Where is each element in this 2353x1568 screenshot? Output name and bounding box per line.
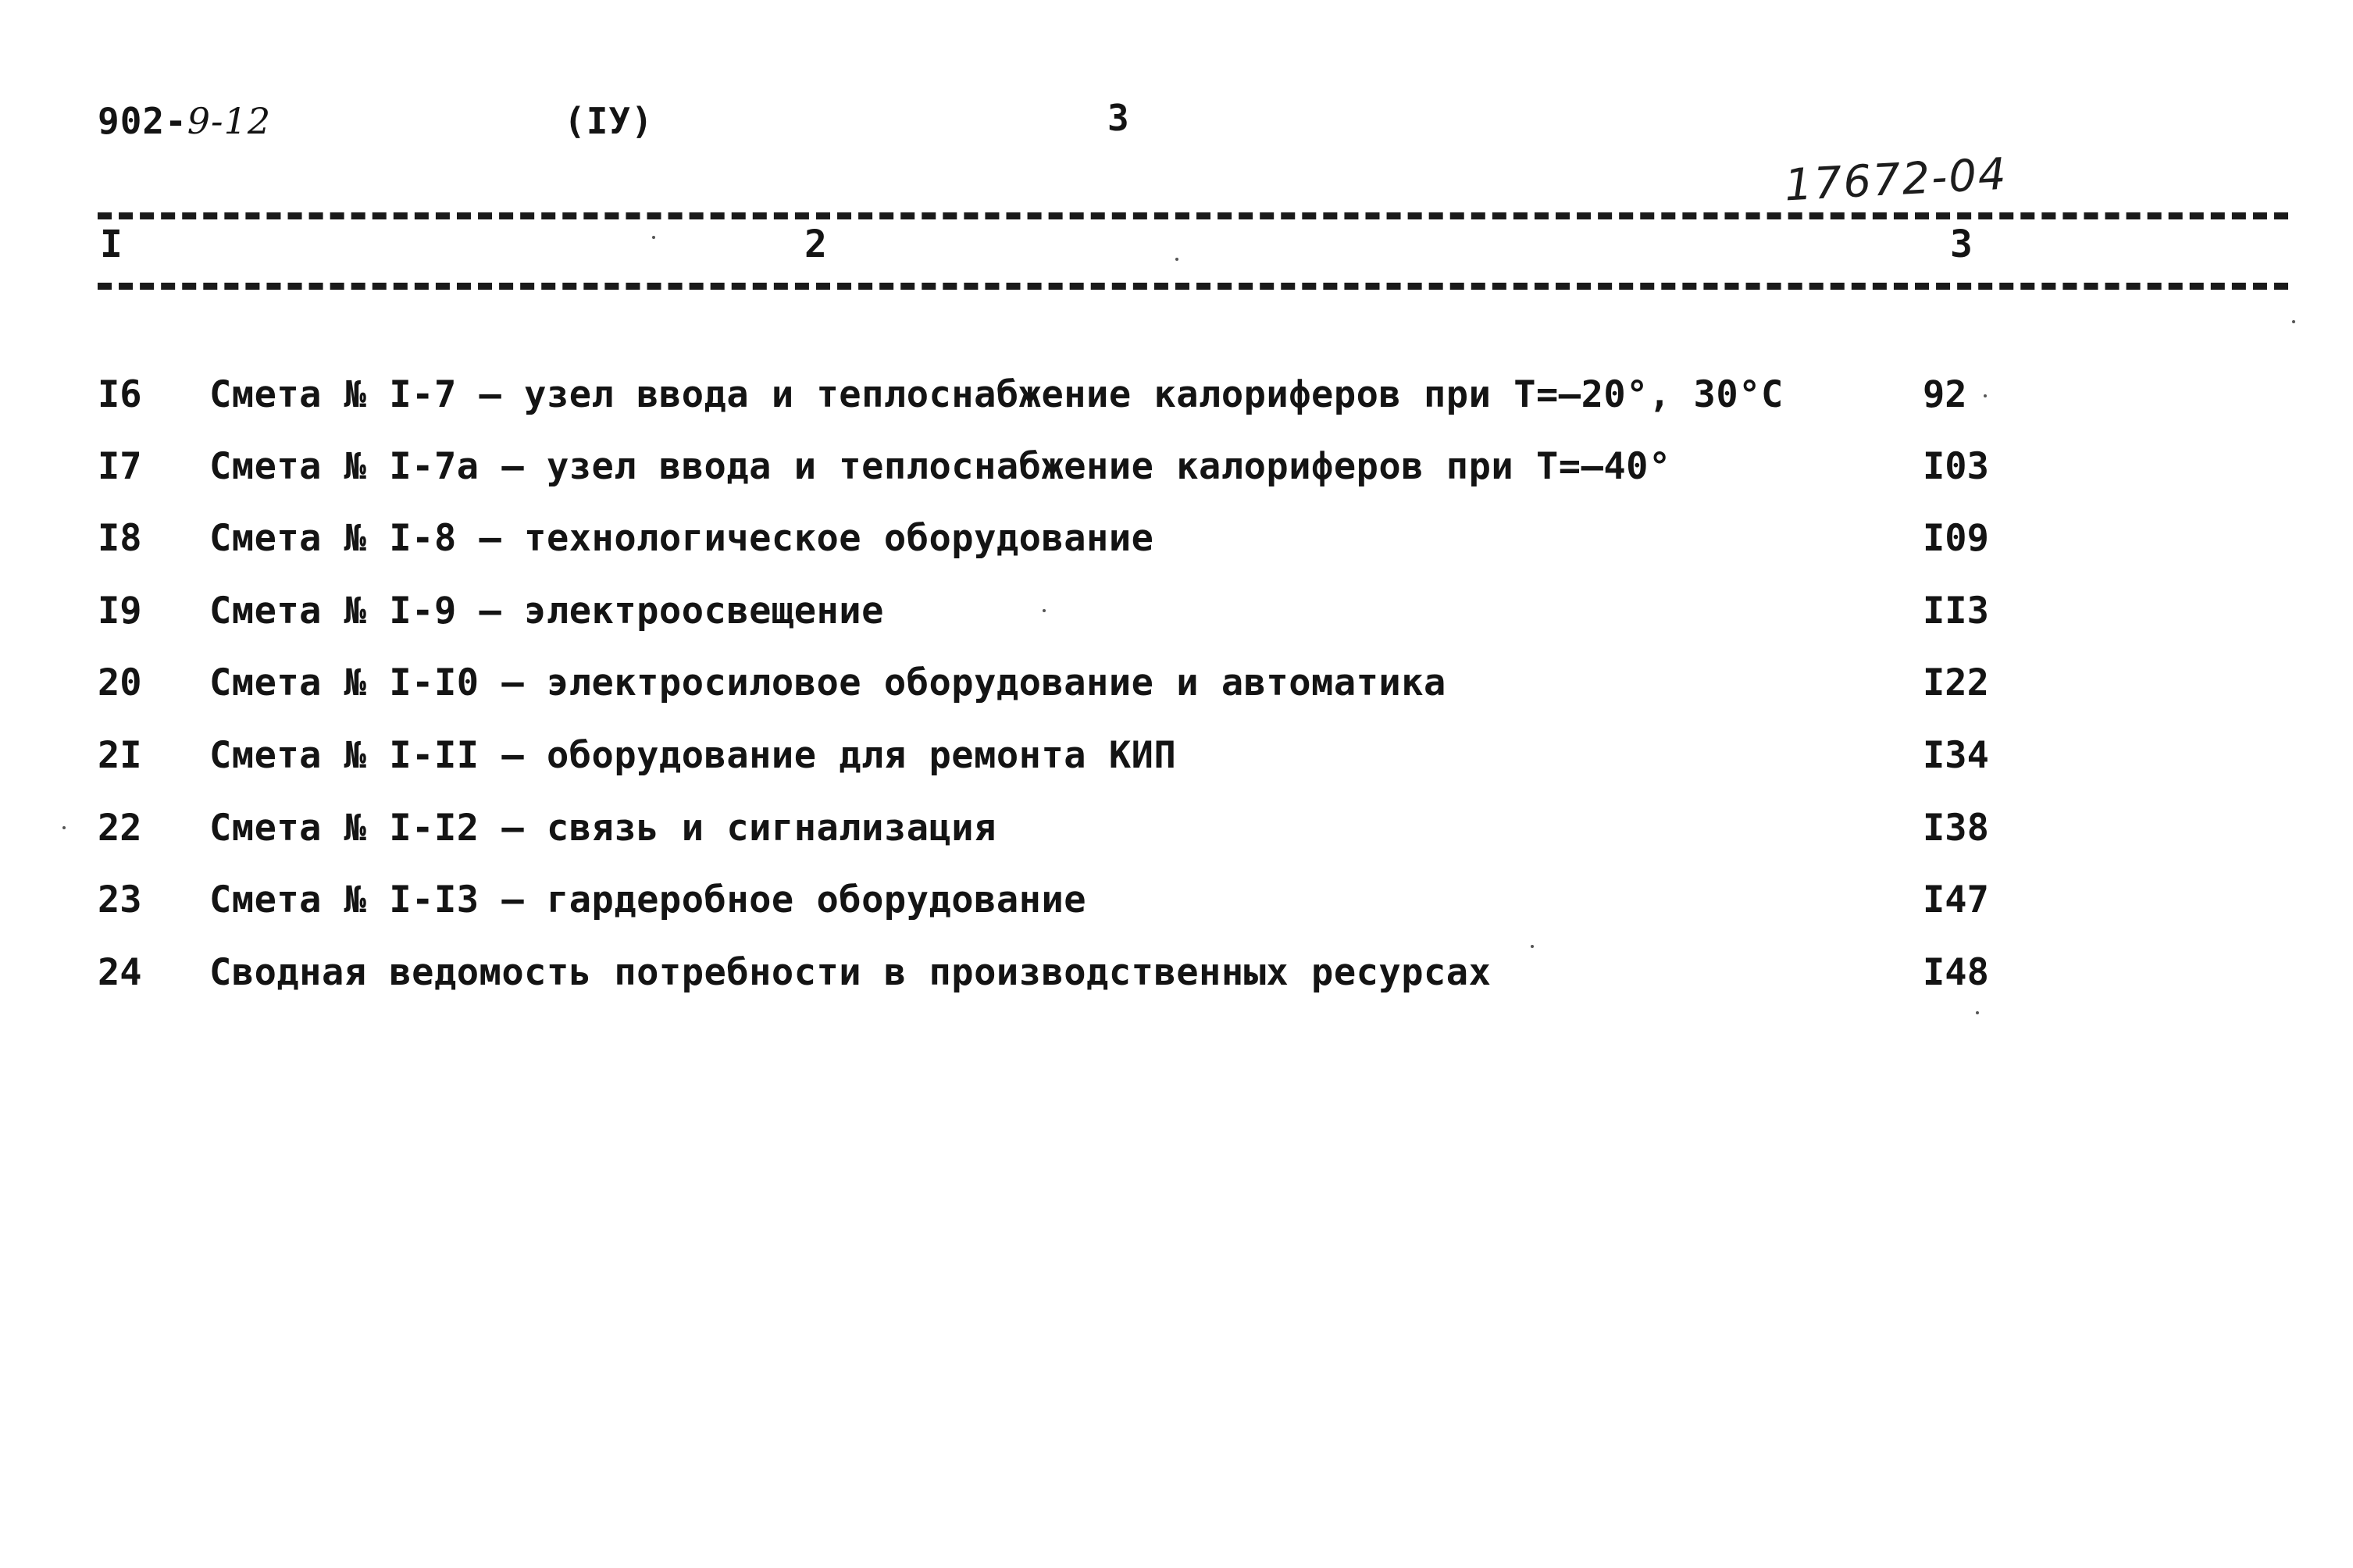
list-item (0, 445, 2353, 515)
list-item (0, 517, 2353, 587)
scan-speck (2292, 320, 2295, 323)
top-dashed-rule (98, 212, 2288, 219)
row-description: Смета № I-7а – узел ввода и теплоснабжение калориферов при Т=–40° (209, 445, 1671, 488)
document-code-handwritten: 9-12 (187, 100, 272, 142)
row-description: Смета № I-8 – технологическое оборудование (209, 517, 1154, 560)
row-number: 22 (98, 807, 142, 850)
row-description: Сводная ведомость потребности в производственных ресурсах (209, 951, 1492, 994)
row-number: 23 (98, 878, 142, 921)
page-number: 3 (1107, 97, 1130, 139)
row-page: I47 (1923, 878, 1989, 921)
scan-speck (62, 826, 66, 829)
list-item (0, 807, 2353, 877)
row-page: I22 (1923, 661, 1989, 704)
scan-speck (1531, 945, 1534, 948)
row-page: I48 (1923, 951, 1989, 994)
row-number: I8 (98, 517, 142, 560)
list-item (0, 590, 2353, 660)
row-page: II3 (1923, 590, 1989, 633)
scan-speck (1175, 258, 1178, 261)
row-number: 24 (98, 951, 142, 994)
row-number: 2I (98, 734, 142, 777)
list-item (0, 878, 2353, 949)
row-number: 20 (98, 661, 142, 704)
column-header-3: 3 (1950, 223, 1973, 266)
column-header-1: I (100, 223, 123, 266)
row-page: I09 (1923, 517, 1989, 560)
row-description: Смета № I-I3 – гардеробное оборудование (209, 878, 1087, 921)
row-page: 92 (1923, 373, 1967, 416)
document-code (98, 100, 271, 142)
row-number: I6 (98, 373, 142, 416)
row-number: I7 (98, 445, 142, 488)
scan-speck (652, 236, 655, 239)
scan-speck (1043, 609, 1046, 612)
list-item (0, 734, 2353, 804)
row-description: Смета № I-I0 – электросиловое оборудование и автоматика (209, 661, 1446, 704)
list-item (0, 661, 2353, 732)
row-description: Смета № I-I2 – связь и сигнализация (209, 807, 996, 850)
bottom-dashed-rule (98, 283, 2288, 290)
row-description: Смета № I-9 – электроосвещение (209, 590, 884, 633)
column-header-2: 2 (804, 223, 827, 266)
document-code-prefix: 902- (98, 100, 187, 142)
scan-speck (1976, 1011, 1979, 1014)
row-number: I9 (98, 590, 142, 633)
row-description: Смета № I-II – оборудование для ремонта КИП (209, 734, 1177, 777)
volume-label: (IУ) (564, 100, 654, 142)
row-page: I38 (1923, 807, 1989, 850)
list-item (0, 951, 2353, 1021)
list-item (0, 373, 2353, 444)
row-page: I34 (1923, 734, 1989, 777)
row-description: Смета № I-7 – узел ввода и теплоснабжение калориферов при Т=–20°, 30°С (209, 373, 1784, 416)
row-page: I03 (1923, 445, 1989, 488)
scan-speck (1984, 394, 1987, 397)
archive-number: 17672-04 (1783, 148, 2009, 212)
